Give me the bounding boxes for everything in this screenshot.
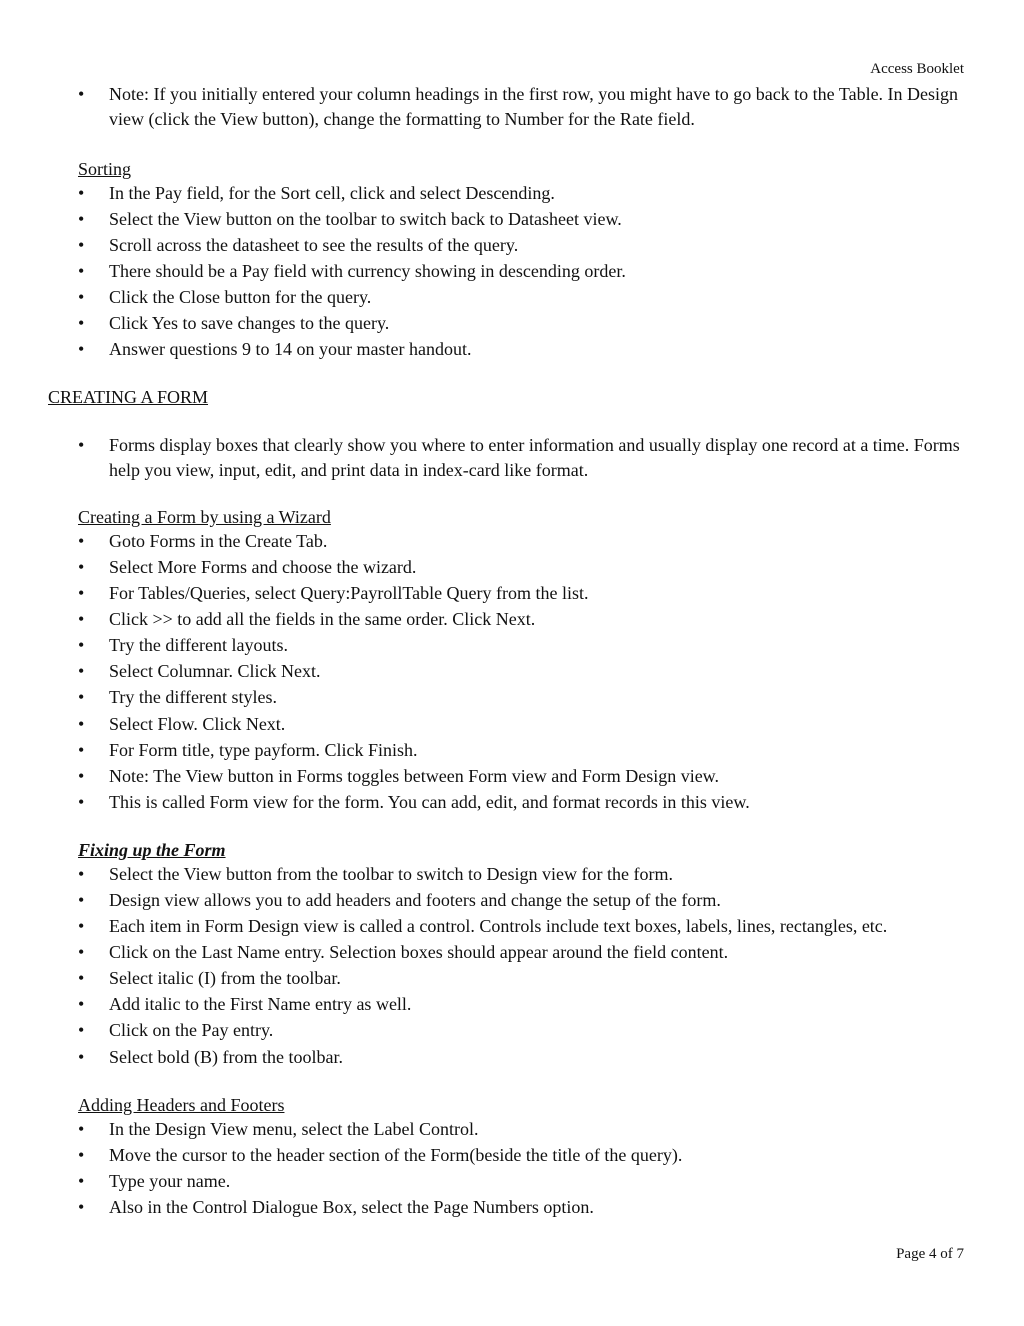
bullet-icon: • <box>78 84 85 104</box>
section-heading-headers-footers: Adding Headers and Footers <box>78 1094 285 1115</box>
bullet-icon: • <box>78 609 85 630</box>
page-number: Page 4 of 7 <box>896 1246 964 1262</box>
bullet-icon: • <box>78 1020 85 1041</box>
list-item-text: For Tables/Queries, select Query:PayrollTable Query from the list. <box>109 583 589 604</box>
list-item-text: Click on the Last Name entry. Selection boxes should appear around the field content. <box>109 942 729 963</box>
list-item <box>78 181 968 206</box>
list-item <box>78 285 968 310</box>
bullet-icon: • <box>78 234 85 255</box>
bullet-icon: • <box>78 530 85 551</box>
section-heading-wizard: Creating a Form by using a Wizard <box>78 506 331 527</box>
list-item-text: Goto Forms in the Create Tab. <box>109 530 328 551</box>
list-item <box>78 259 968 284</box>
bullet-icon: • <box>78 889 85 910</box>
list-item-text: Answer questions 9 to 14 on your master handout. <box>109 339 472 360</box>
list-item-text: In the Design View menu, select the Label Control. <box>109 1118 479 1139</box>
page-content <box>48 82 968 1221</box>
bullet-icon: • <box>78 208 85 229</box>
list-item-text: Also in the Control Dialogue Box, select the Page Numbers option. <box>109 1196 594 1217</box>
wizard-list <box>78 529 968 814</box>
list-item <box>78 207 968 232</box>
list-item <box>78 1117 968 1142</box>
bullet-icon: • <box>78 713 85 734</box>
list-item <box>78 966 968 991</box>
bullet-icon: • <box>78 687 85 708</box>
list-item-text: There should be a Pay field with currency showing in descending order. <box>109 260 626 281</box>
bullet-icon: • <box>78 1196 85 1217</box>
headers-footers-list <box>78 1117 968 1220</box>
list-item-text: Select italic (I) from the toolbar. <box>109 968 341 989</box>
list-item-text: Select Columnar. Click Next. <box>109 661 321 682</box>
list-item <box>78 940 968 965</box>
list-item <box>78 992 968 1017</box>
list-item <box>78 337 968 362</box>
list-item-text: In the Pay field, for the Sort cell, click and select Descending. <box>109 182 555 203</box>
list-item <box>78 433 968 482</box>
list-item-text: Design view allows you to add headers and footers and change the setup of the form. <box>109 889 721 910</box>
list-item-text: Each item in Form Design view is called a control. Controls include text boxes, labels, lines, rectangles, etc. <box>109 916 888 937</box>
list-item-text: Note: If you initially entered your column headings in the first row, you might have to go back to the Table. In Design view (click the View button), change the formatting to Number for the Rate field. <box>109 84 959 129</box>
list-item-text: For Form title, type payform. Click Finish. <box>109 739 418 760</box>
bullet-icon: • <box>78 765 85 786</box>
bullet-icon: • <box>78 1118 85 1139</box>
bullet-icon: • <box>78 994 85 1015</box>
list-item <box>78 914 968 939</box>
sorting-list <box>78 181 968 362</box>
bullet-icon: • <box>78 916 85 937</box>
list-item <box>78 659 968 684</box>
section-heading-creating-a-form: CREATING A FORM <box>48 387 209 408</box>
list-item <box>78 712 968 737</box>
note-list <box>78 82 968 131</box>
bullet-icon: • <box>78 942 85 963</box>
list-item <box>78 633 968 658</box>
bullet-icon: • <box>78 863 85 884</box>
list-item <box>78 1195 968 1220</box>
list-item <box>78 790 968 815</box>
list-item <box>78 311 968 336</box>
list-item <box>78 1018 968 1043</box>
list-item-text: Scroll across the datasheet to see the results of the query. <box>109 234 519 255</box>
bullet-icon: • <box>78 791 85 812</box>
list-item <box>78 862 968 887</box>
list-item-text: Try the different styles. <box>109 687 277 708</box>
list-item-text: Forms display boxes that clearly show you where to enter information and usually display one record at a time. Forms help you view, input, edit, and print data in index-card like format. <box>109 435 960 480</box>
list-item-text: Click on the Pay entry. <box>109 1020 274 1041</box>
running-header: Access Booklet <box>870 61 964 77</box>
bullet-icon: • <box>78 968 85 989</box>
list-item <box>78 685 968 710</box>
list-item-text: Select the View button on the toolbar to switch back to Datasheet view. <box>109 208 622 229</box>
list-item <box>78 581 968 606</box>
section-heading-sorting: Sorting <box>78 158 132 179</box>
bullet-icon: • <box>78 286 85 307</box>
list-item <box>78 82 968 131</box>
bullet-icon: • <box>78 435 85 456</box>
list-item <box>78 1045 968 1070</box>
bullet-icon: • <box>78 556 85 577</box>
bullet-icon: • <box>78 182 85 203</box>
list-item <box>78 764 968 789</box>
bullet-icon: • <box>78 1170 85 1191</box>
list-item-text: Click the Close button for the query. <box>109 286 372 307</box>
bullet-icon: • <box>78 339 85 360</box>
list-item-text: Select bold (B) from the toolbar. <box>109 1046 343 1067</box>
list-item-text: Select the View button from the toolbar to switch to Design view for the form. <box>109 863 673 884</box>
list-item-text: Try the different layouts. <box>109 635 288 656</box>
bullet-icon: • <box>78 739 85 760</box>
list-item-text: Add italic to the First Name entry as well. <box>109 994 412 1015</box>
list-item <box>78 529 968 554</box>
list-item <box>78 888 968 913</box>
bullet-icon: • <box>78 260 85 281</box>
bullet-icon: • <box>78 313 85 334</box>
bullet-icon: • <box>78 661 85 682</box>
list-item-text: Type your name. <box>109 1170 231 1191</box>
list-item <box>78 555 968 580</box>
list-item-text: Move the cursor to the header section of the Form(beside the title of the query). <box>109 1144 683 1165</box>
bullet-icon: • <box>78 1144 85 1165</box>
list-item-text: Select Flow. Click Next. <box>109 713 286 734</box>
creating-form-list <box>78 433 968 482</box>
bullet-icon: • <box>78 1046 85 1067</box>
list-item-text: Click Yes to save changes to the query. <box>109 313 390 334</box>
list-item <box>78 1169 968 1194</box>
list-item <box>78 607 968 632</box>
bullet-icon: • <box>78 583 85 604</box>
list-item-text: This is called Form view for the form. You can add, edit, and format records in this view. <box>109 791 750 812</box>
section-heading-fixing-form: Fixing up the Form <box>78 839 226 860</box>
list-item <box>78 738 968 763</box>
list-item <box>78 1143 968 1168</box>
list-item-text: Click >> to add all the fields in the same order. Click Next. <box>109 609 536 630</box>
list-item <box>78 233 968 258</box>
list-item-text: Select More Forms and choose the wizard. <box>109 556 417 577</box>
fixing-list <box>78 862 968 1069</box>
list-item-text: Note: The View button in Forms toggles between Form view and Form Design view. <box>109 765 720 786</box>
bullet-icon: • <box>78 635 85 656</box>
